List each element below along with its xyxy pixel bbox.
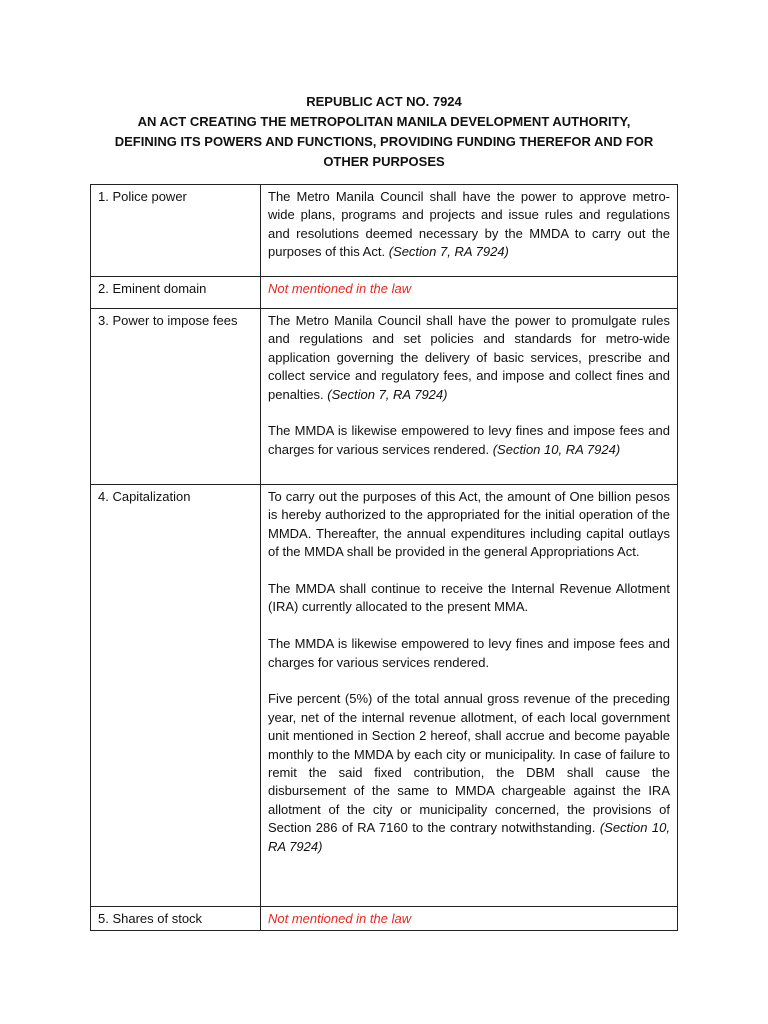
row-label: 5. Shares of stock [91, 907, 261, 931]
table-row-police-power [91, 185, 678, 277]
content-paragraph [268, 312, 670, 404]
title-line-3: DEFINING ITS POWERS AND FUNCTIONS, PROVIDING FUNDING THEREFOR AND FOR [114, 134, 654, 149]
row-content [261, 485, 678, 907]
paragraph-text: The Metro Manila Council shall have the power to approve metro-wide plans, programs and projects and issue rules and regulations and resolutions deemed necessary by the MMDA to carry out the purposes of this Act. [268, 189, 670, 260]
citation: (Section 7, RA 7924) [327, 386, 448, 402]
row-content [261, 185, 678, 277]
content-paragraph: The MMDA is likewise empowered to levy fines and impose fees and charges for various services rendered. [268, 636, 670, 670]
row-label: 2. Eminent domain [91, 277, 261, 309]
row-label: 1. Police power [91, 185, 261, 277]
powers-table [90, 184, 678, 931]
table-row-capitalization [91, 485, 678, 907]
citation: (Section 7, RA 7924) [388, 244, 509, 260]
row-label: 3. Power to impose fees [91, 309, 261, 485]
document-title [90, 92, 678, 172]
title-line-4: OTHER PURPOSES [323, 154, 445, 169]
content-paragraph [268, 690, 670, 856]
not-mentioned-note: Not mentioned in the law [268, 281, 412, 296]
row-label: 4. Capitalization [91, 485, 261, 907]
title-line-2: AN ACT CREATING THE METROPOLITAN MANILA DEVELOPMENT AUTHORITY, [137, 114, 631, 129]
row-content [261, 277, 678, 309]
title-act-number: REPUBLIC ACT NO. 7924 [306, 94, 462, 109]
content-paragraph [268, 422, 670, 459]
paragraph-text: Five percent (5%) of the total annual gross revenue of the preceding year, net of the internal revenue allotment, of each local government unit mentioned in Section 2 hereof, shall accrue and become payable monthly to the MMDA by each city or municipality. In case of failure to remit the said fixed contribution, the DBM shall cause the disbursement of the same to MMDA chargeable against the IRA allotment of the city or municipality concerned, the provisions of Section 286 of RA 7160 to the contrary notwithstanding. [268, 691, 670, 836]
paragraph-text: The Metro Manila Council shall have the power to promulgate rules and regulations and set policies and standards for metro-wide application governing the delivery of basic services, prescribe and collect service and regulatory fees, and impose and collect fines and penalties. [268, 313, 670, 402]
content-paragraph: The MMDA shall continue to receive the Internal Revenue Allotment (IRA) currently allocated to the present MMA. [268, 581, 670, 615]
row-content [261, 309, 678, 485]
paragraph-text: The MMDA is likewise empowered to levy fines and impose fees and charges for various services rendered. [268, 423, 670, 457]
table-row-eminent-domain [91, 277, 678, 309]
table-row-impose-fees [91, 309, 678, 485]
table-row-shares-of-stock [91, 907, 678, 931]
content-paragraph [268, 188, 670, 262]
row-content [261, 907, 678, 931]
content-paragraph: To carry out the purposes of this Act, the amount of One billion pesos is hereby authorized to the appropriated for the initial operation of the MMDA. Thereafter, the annual expenditures including capital outlays of the MMDA shall be provided in the general Appropriations Act. [268, 489, 670, 560]
not-mentioned-note: Not mentioned in the law [268, 911, 412, 926]
citation: (Section 10, RA 7924) [492, 441, 621, 457]
citation: (Section 10, RA 7924) [268, 820, 670, 854]
